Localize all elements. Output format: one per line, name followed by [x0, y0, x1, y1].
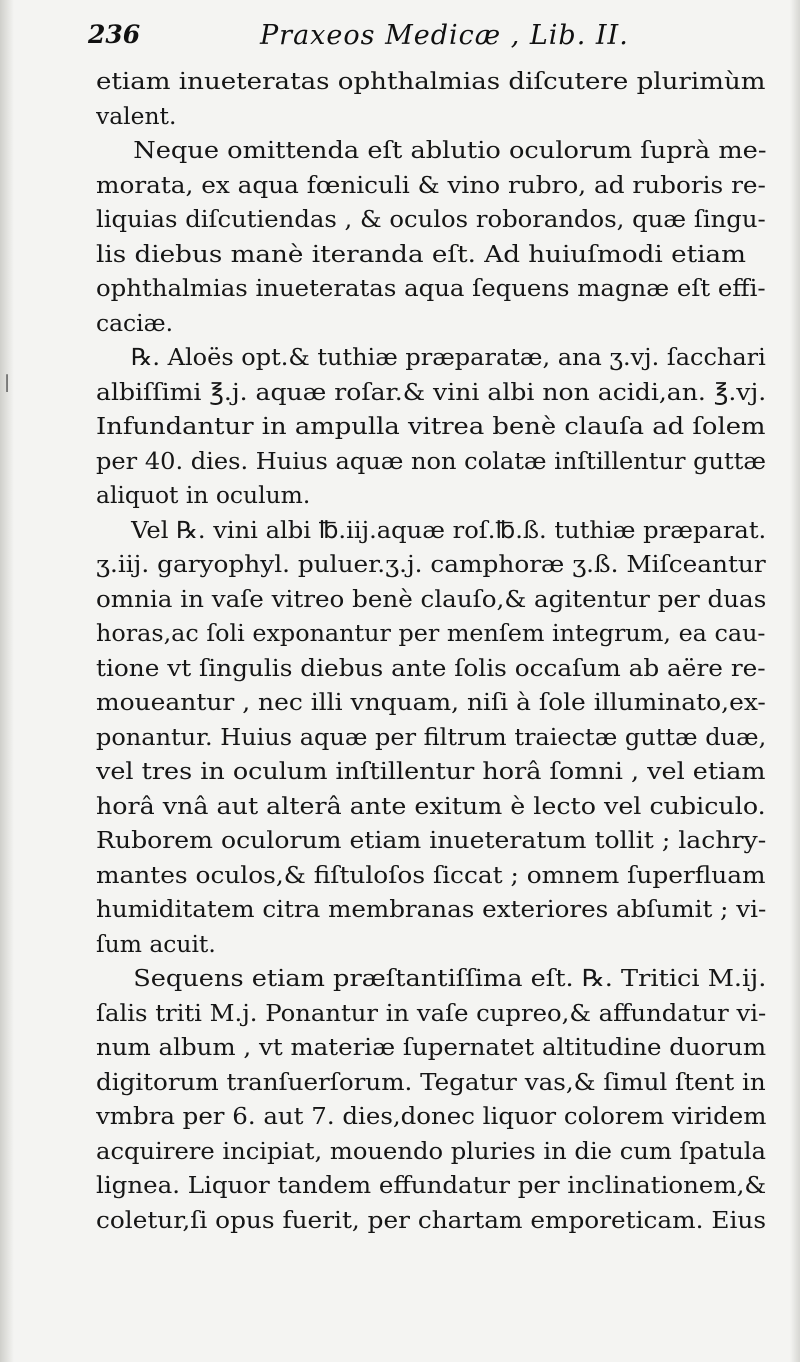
text-line: Infundantur in ampulla vitrea benè clauſa ad ſolem [96, 412, 766, 440]
page-number: 236 [88, 20, 141, 49]
text-line: humiditatem citra membranas exteriores abſumit ; vi- [96, 895, 767, 923]
text-line: ponantur. Huius aquæ per filtrum traiectæ guttæ duæ, [96, 722, 767, 751]
text-line: ℞. Aloës opt.& tuthiæ præparatæ, ana ʒ.vj. ſacchari [130, 343, 766, 371]
text-line: ʒ.iij. garyophyl. puluer.ʒ.j. camphoræ ʒ.ß. Miſceantur [96, 550, 766, 578]
text-line: Ruborem oculorum etiam inueteratum tollit ; lachry- [96, 826, 767, 854]
text-line: lis diebus manè iteranda eſt. Ad huiuſmodi etiam [96, 239, 746, 268]
text-line: horas,ac ſoli exponantur per menſem integrum, ea cau- [96, 619, 766, 647]
text-line: albiſſimi ℥.j. aquæ roſar.& vini albi non acidi,an. ℥.vj. [96, 377, 767, 406]
text-line: coletur,ſi opus fuerit, per chartam emporeticam. Eius [96, 1205, 767, 1234]
text-line: ophthalmias inueteratas aqua ſequens magnæ eſt effi- [96, 274, 766, 302]
text-line: digitorum tranſuerſorum. Tegatur vas,& ſimul ſtent in [96, 1067, 766, 1096]
running-head [88, 20, 778, 60]
text-line: num album , vt materiæ ſupernatet altitudine duorum [96, 1033, 767, 1061]
text-line: horâ vnâ aut alterâ ante exitum è lecto vel cubiculo. [96, 791, 766, 820]
text-line: tione vt ſingulis diebus ante ſolis occaſum ab aëre re- [96, 653, 766, 682]
text-line: moueantur , nec illi vnquam, niſi à ſole illuminato,ex- [96, 688, 766, 716]
text-line: liquias diſcutiendas , & oculos roborandos, quæ ſingu- [96, 205, 766, 233]
text-line: caciæ. [96, 308, 174, 337]
text-line: lignea. Liquor tandem effundatur per inclinationem,& [96, 1171, 767, 1199]
page-gutter-shadow [0, 0, 14, 1362]
running-title: Praxeos Medicæ , Lib. II. [260, 20, 629, 51]
text-line: per 40. dies. Huius aquæ non colatæ inſtillentur guttæ [96, 446, 767, 475]
text-line: etiam inueteratas ophthalmias diſcutere plurimùm [96, 67, 766, 95]
text-line: ſalis triti M.j. Ponantur in vaſe cupreo,& affundatur vi- [96, 998, 767, 1027]
text-line: Sequens etiam præſtantiſſima eſt. ℞. Tritici M.ij. [133, 964, 767, 992]
body-text [96, 64, 766, 1237]
text-line: valent. [96, 101, 177, 130]
margin-mark: | [4, 372, 11, 393]
text-line: morata, ex aqua fœniculi & vino rubro, ad ruboris re- [96, 170, 766, 199]
text-line: acquirere incipiat, mouendo pluries in die cum ſpatula [96, 1136, 766, 1165]
text-line: mantes oculos,& fiſtuloſos ſiccat ; omnem ſuperfluam [96, 860, 766, 889]
text-line: aliquot in oculum. [96, 481, 311, 509]
text-line: vel tres in oculum inſtillentur horâ ſomni , vel etiam [96, 757, 766, 785]
text-line: Vel ℞. vini albi ℔.iij.aquæ roſ.℔.ß. tuthiæ præparat. [131, 515, 767, 544]
text-line: omnia in vaſe vitreo benè clauſo,& agitentur per duas [96, 584, 767, 613]
text-line: ſum acuit. [96, 929, 216, 958]
text-line: Neque omittenda eſt ablutio oculorum ſuprà me- [133, 136, 767, 164]
text-line: vmbra per 6. aut 7. dies,donec liquor colorem viridem [96, 1102, 767, 1130]
